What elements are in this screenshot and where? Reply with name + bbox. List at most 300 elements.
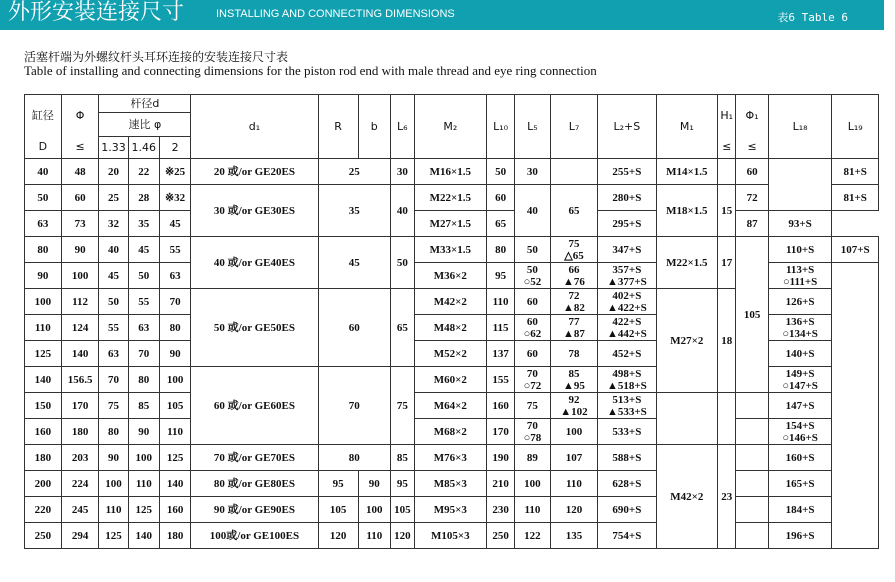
cell-line: ▲95 (563, 379, 585, 392)
cell-d3: 140 (159, 471, 190, 497)
header-m2: M₂ (414, 95, 486, 159)
cell-l2s (598, 263, 656, 289)
cell-d1: 40 (99, 237, 128, 263)
cell-m2: M64×2 (414, 393, 486, 419)
cell-d1: 80 (99, 419, 128, 445)
cell-line: 498+S (612, 367, 642, 380)
cell-phi: 180 (61, 419, 99, 445)
cell-phi: 294 (61, 523, 99, 549)
header-rod-dia: 杆径d (99, 95, 191, 113)
cell-dd1: 40 或/or GE40ES (191, 237, 318, 289)
cell-l5: 30 (515, 159, 551, 185)
cell-d1: 20 (99, 159, 128, 185)
header-bore: 缸径 (25, 95, 62, 137)
cell-l18: 110+S (768, 237, 832, 263)
cell-m2: M16×1.5 (414, 159, 486, 185)
cell-dd1: 60 或/or GE60ES (191, 367, 318, 445)
cell-d1: 50 (99, 289, 128, 315)
cell-phi1 (736, 445, 768, 471)
cell-line: 60 (526, 315, 538, 328)
cell-l7: 120 (550, 497, 598, 523)
cell-l10: 250 (487, 523, 515, 549)
cell-line: 92 (568, 393, 580, 406)
header-phi1: Φ₁ (736, 95, 768, 137)
table-row (25, 445, 879, 471)
header-ratio-2: 1.46 (128, 137, 159, 159)
cell-d1: 110 (99, 497, 128, 523)
cell-h1 (718, 393, 736, 445)
cell-l18 (768, 315, 832, 341)
cell-d2: 140 (128, 523, 159, 549)
cell-l19: 81+S (832, 159, 879, 185)
cell-l18: 184+S (768, 497, 832, 523)
cell-d3: 45 (159, 211, 190, 237)
cell-phi1 (736, 393, 768, 419)
cell-l7: 135 (550, 523, 598, 549)
cell-l6: 50 (390, 237, 414, 289)
cell-l7 (550, 367, 598, 393)
header-l18: L₁₈ (768, 95, 832, 159)
cell-line: ○147+S (782, 379, 818, 392)
cell-m1: M18×1.5 (656, 185, 718, 237)
cell-l7 (550, 159, 598, 185)
cell-l19: 107+S (832, 237, 879, 263)
cell-phi: 224 (61, 471, 99, 497)
cell-phi: 60 (61, 185, 99, 211)
cell-d3: 90 (159, 341, 190, 367)
header-phi: Φ (61, 95, 99, 137)
cell-l18: 126+S (768, 289, 832, 315)
cell-phi: 156.5 (61, 367, 99, 393)
cell-r: 25 (318, 159, 390, 185)
cell-line: ▲533+S (606, 405, 647, 418)
cell-l5: 60 (515, 341, 551, 367)
header-l6: L₆ (390, 95, 414, 159)
cell-l18 (768, 159, 832, 211)
cell-l5 (515, 315, 551, 341)
cell-line: ○134+S (782, 327, 818, 340)
cell-l6: 105 (390, 497, 414, 523)
caption-en: Table of installing and connecting dimensions for the piston rod end with male thread and eye ring connection (24, 63, 597, 78)
cell-l10: 137 (487, 341, 515, 367)
cell-l19: 93+S (768, 211, 832, 237)
table-header-row (25, 95, 879, 113)
cell-l18: 147+S (768, 393, 832, 419)
table-row (25, 185, 879, 211)
cell-b: 100 (358, 497, 390, 523)
cell-l10: 65 (487, 211, 515, 237)
cell-r: 35 (318, 185, 390, 237)
cell-l5 (515, 367, 551, 393)
cell-l2s: 295+S (598, 211, 656, 237)
table-row (25, 523, 879, 549)
cell-l10: 210 (487, 471, 515, 497)
cell-phi: 100 (61, 263, 99, 289)
cell-m1: M14×1.5 (656, 159, 718, 185)
cell-line: ○52 (523, 275, 542, 288)
cell-h1: 18 (718, 289, 736, 393)
cell-line: 422+S (612, 315, 642, 328)
header-ratio-3: 2 (159, 137, 190, 159)
cell-l5: 60 (515, 289, 551, 315)
cell-phi1 (736, 523, 768, 549)
table-row (25, 237, 879, 263)
cell-l10: 230 (487, 497, 515, 523)
cell-l5: 75 (515, 393, 551, 419)
cell-d1: 25 (99, 185, 128, 211)
cell-l10: 155 (487, 367, 515, 393)
cell-l7: 110 (550, 471, 598, 497)
cell-d: 63 (25, 211, 62, 237)
cell-l2s (598, 367, 656, 393)
cell-l10: 95 (487, 263, 515, 289)
cell-d3: 110 (159, 419, 190, 445)
cell-d: 150 (25, 393, 62, 419)
cell-line: 66 (568, 263, 580, 276)
cell-l19: 81+S (832, 185, 879, 211)
cell-line: ○111+S (782, 275, 818, 288)
cell-l10: 115 (487, 315, 515, 341)
cell-h1: 15 (718, 185, 736, 237)
cell-l7 (550, 289, 598, 315)
cell-l2s (598, 289, 656, 315)
cell-r: 120 (318, 523, 358, 549)
cell-phi1: 72 (736, 185, 768, 211)
cell-l2s: 690+S (598, 497, 656, 523)
header-b: b (358, 95, 390, 159)
cell-l2s: 628+S (598, 471, 656, 497)
cell-dd1: 30 或/or GE30ES (191, 185, 318, 237)
cell-phi: 112 (61, 289, 99, 315)
cell-phi: 90 (61, 237, 99, 263)
cell-l5: 100 (515, 471, 551, 497)
cell-phi: 203 (61, 445, 99, 471)
table-row (25, 419, 879, 445)
cell-d1: 125 (99, 523, 128, 549)
cell-d1: 75 (99, 393, 128, 419)
cell-phi1: 105 (736, 237, 768, 393)
cell-d2: 55 (128, 289, 159, 315)
cell-l10: 50 (487, 159, 515, 185)
header-r: R (318, 95, 358, 159)
cell-l18 (768, 419, 832, 445)
cell-line: 77 (568, 315, 580, 328)
cell-phi: 73 (61, 211, 99, 237)
header-speed-ratio: 速比 φ (99, 113, 191, 137)
cell-d2: 45 (128, 237, 159, 263)
cell-d3: ※32 (159, 185, 190, 211)
cell-l6: 120 (390, 523, 414, 549)
cell-line: 72 (568, 289, 580, 302)
cell-l6: 85 (390, 445, 414, 471)
cell-l7 (550, 237, 598, 263)
cell-line: 154+S (785, 419, 815, 432)
cell-line: ○78 (523, 431, 542, 444)
header-l19: L₁₉ (832, 95, 879, 159)
cell-l18: 160+S (768, 445, 832, 471)
header-h1-le: ≤ (718, 137, 736, 159)
cell-d: 40 (25, 159, 62, 185)
cell-r: 105 (318, 497, 358, 523)
cell-m2: M95×3 (414, 497, 486, 523)
cell-d1: 100 (99, 471, 128, 497)
cell-d: 100 (25, 289, 62, 315)
cell-l2s: 754+S (598, 523, 656, 549)
cell-line: ▲82 (563, 301, 585, 314)
cell-d3: 180 (159, 523, 190, 549)
header-l2s: L₂+S (598, 95, 656, 159)
header-phi-le: ≤ (61, 137, 99, 159)
cell-d2: 85 (128, 393, 159, 419)
cell-d1: 55 (99, 315, 128, 341)
cell-m1: M22×1.5 (656, 237, 718, 289)
cell-d: 160 (25, 419, 62, 445)
title-bar (0, 0, 884, 30)
cell-phi: 245 (61, 497, 99, 523)
cell-b: 90 (358, 471, 390, 497)
cell-dd1: 20 或/or GE20ES (191, 159, 318, 185)
cell-m1 (656, 393, 718, 445)
header-h1: H₁ (718, 95, 736, 137)
header-l10: L₁₀ (487, 95, 515, 159)
cell-line: 357+S (612, 263, 642, 276)
cell-m2: M85×3 (414, 471, 486, 497)
cell-line: ▲87 (563, 327, 585, 340)
cell-m2: M36×2 (414, 263, 486, 289)
cell-l6: 75 (390, 367, 414, 445)
cell-m2: M105×3 (414, 523, 486, 549)
cell-r: 80 (318, 445, 390, 471)
cell-d3: 55 (159, 237, 190, 263)
cell-h1: 23 (718, 445, 736, 549)
cell-line: △65 (564, 249, 584, 262)
cell-h1 (718, 159, 736, 185)
cell-phi1 (736, 497, 768, 523)
cell-d2: 90 (128, 419, 159, 445)
table-row (25, 471, 879, 497)
cell-m2: M76×3 (414, 445, 486, 471)
cell-l6: 65 (390, 289, 414, 367)
cell-r: 95 (318, 471, 358, 497)
cell-l2s (598, 315, 656, 341)
cell-l2s: 533+S (598, 419, 656, 445)
cell-l10: 160 (487, 393, 515, 419)
cell-l7: 100 (550, 419, 598, 445)
cell-line: ▲377+S (606, 275, 647, 288)
cell-l5 (515, 263, 551, 289)
cell-d: 80 (25, 237, 62, 263)
cell-line: 513+S (612, 393, 642, 406)
cell-dd1: 80 或/or GE80ES (191, 471, 318, 497)
table-row (25, 393, 879, 419)
cell-l5: 50 (515, 237, 551, 263)
cell-line: ○146+S (782, 431, 818, 444)
cell-m2: M48×2 (414, 315, 486, 341)
cell-d1: 70 (99, 367, 128, 393)
cell-d3: 100 (159, 367, 190, 393)
cell-l18 (768, 263, 832, 289)
cell-d3: 80 (159, 315, 190, 341)
cell-line: 70 (526, 419, 538, 432)
cell-d3: 70 (159, 289, 190, 315)
cell-d3: 105 (159, 393, 190, 419)
cell-phi: 48 (61, 159, 99, 185)
cell-d2: 80 (128, 367, 159, 393)
cell-l10: 190 (487, 445, 515, 471)
cell-m1: M42×2 (656, 445, 718, 549)
cell-line: 149+S (785, 367, 815, 380)
cell-l18 (768, 367, 832, 393)
cell-d: 250 (25, 523, 62, 549)
cell-d: 220 (25, 497, 62, 523)
cell-d1: 90 (99, 445, 128, 471)
table-row (25, 211, 879, 237)
cell-phi1 (736, 419, 768, 445)
cell-line: 113+S (785, 263, 815, 276)
cell-m2: M33×1.5 (414, 237, 486, 263)
cell-d2: 22 (128, 159, 159, 185)
cell-d2: 63 (128, 315, 159, 341)
cell-l2s: 255+S (598, 159, 656, 185)
cell-line: ▲102 (560, 405, 588, 418)
cell-d: 140 (25, 367, 62, 393)
cell-d2: 28 (128, 185, 159, 211)
cell-line: 402+S (612, 289, 642, 302)
cell-line: 85 (568, 367, 580, 380)
cell-d1: 32 (99, 211, 128, 237)
cell-line: 75 (568, 237, 580, 250)
header-bore-d: D (25, 137, 62, 159)
cell-l2s (598, 393, 656, 419)
cell-l5: 110 (515, 497, 551, 523)
cell-d2: 35 (128, 211, 159, 237)
cell-phi1: 60 (736, 159, 768, 185)
cell-d3: 160 (159, 497, 190, 523)
cell-l10: 80 (487, 237, 515, 263)
cell-l7 (550, 315, 598, 341)
cell-m2: M27×1.5 (414, 211, 486, 237)
cell-h1: 17 (718, 237, 736, 289)
cell-d: 50 (25, 185, 62, 211)
header-m1: M₁ (656, 95, 718, 159)
cell-dd1: 70 或/or GE70ES (191, 445, 318, 471)
cell-dd1: 100或/or GE100ES (191, 523, 318, 549)
cell-line: 50 (526, 263, 538, 276)
cell-phi: 140 (61, 341, 99, 367)
cell-l5: 89 (515, 445, 551, 471)
cell-l7: 107 (550, 445, 598, 471)
cell-l5: 122 (515, 523, 551, 549)
cell-line: ○62 (523, 327, 542, 340)
cell-phi: 170 (61, 393, 99, 419)
cell-d: 125 (25, 341, 62, 367)
cell-l5: 40 (515, 185, 551, 237)
cell-d2: 110 (128, 471, 159, 497)
cell-l10: 110 (487, 289, 515, 315)
header-d1: d₁ (191, 95, 318, 159)
cell-l5 (515, 419, 551, 445)
cell-d2: 50 (128, 263, 159, 289)
cell-line: 70 (526, 367, 538, 380)
header-ratio-1: 1.33 (99, 137, 128, 159)
cell-b: 110 (358, 523, 390, 549)
page-title-en: INSTALLING AND CONNECTING DIMENSIONS (216, 8, 455, 20)
cell-l18: 140+S (768, 341, 832, 367)
cell-l19 (832, 263, 879, 549)
cell-m2: M52×2 (414, 341, 486, 367)
cell-l6: 95 (390, 471, 414, 497)
table-body (25, 95, 879, 549)
cell-d1: 63 (99, 341, 128, 367)
cell-phi1: 87 (736, 211, 768, 237)
cell-d: 180 (25, 445, 62, 471)
header-phi1-le: ≤ (736, 137, 768, 159)
cell-r: 60 (318, 289, 390, 367)
cell-d3: ※25 (159, 159, 190, 185)
cell-line: 136+S (785, 315, 815, 328)
dimensions-table (24, 94, 879, 549)
header-l7: L₇ (550, 95, 598, 159)
cell-line: ▲422+S (606, 301, 647, 314)
cell-l7 (550, 393, 598, 419)
cell-dd1: 90 或/or GE90ES (191, 497, 318, 523)
table-row (25, 497, 879, 523)
cell-d: 200 (25, 471, 62, 497)
header-l5: L₅ (515, 95, 551, 159)
cell-l18: 196+S (768, 523, 832, 549)
cell-d: 110 (25, 315, 62, 341)
cell-phi: 124 (61, 315, 99, 341)
cell-r: 45 (318, 237, 390, 289)
cell-l10: 170 (487, 419, 515, 445)
cell-line: ○72 (523, 379, 542, 392)
cell-r: 70 (318, 367, 390, 445)
caption-cn: 活塞杆端为外螺纹杆头耳环连接的安装连接尺寸表 (24, 50, 289, 64)
cell-phi1 (736, 471, 768, 497)
cell-l2s: 588+S (598, 445, 656, 471)
cell-l18: 165+S (768, 471, 832, 497)
cell-m2: M22×1.5 (414, 185, 486, 211)
cell-l7: 78 (550, 341, 598, 367)
cell-line: ▲442+S (606, 327, 647, 340)
cell-dd1: 50 或/or GE50ES (191, 289, 318, 367)
cell-d2: 100 (128, 445, 159, 471)
cell-d2: 70 (128, 341, 159, 367)
page-title-cn: 外形安装连接尺寸 (8, 0, 185, 25)
table-number: 表6 Table 6 (777, 11, 848, 24)
cell-l7: 65 (550, 185, 598, 237)
cell-d2: 125 (128, 497, 159, 523)
cell-m2: M42×2 (414, 289, 486, 315)
table-row (25, 159, 879, 185)
cell-d3: 63 (159, 263, 190, 289)
cell-l10: 60 (487, 185, 515, 211)
cell-d: 90 (25, 263, 62, 289)
cell-l2s: 347+S (598, 237, 656, 263)
cell-l2s: 452+S (598, 341, 656, 367)
cell-l6: 40 (390, 185, 414, 237)
cell-d1: 45 (99, 263, 128, 289)
cell-l7 (550, 263, 598, 289)
cell-line: ▲76 (563, 275, 585, 288)
cell-l2s: 280+S (598, 185, 656, 211)
cell-m2: M68×2 (414, 419, 486, 445)
cell-m2: M60×2 (414, 367, 486, 393)
cell-m1: M27×2 (656, 289, 718, 393)
cell-l6: 30 (390, 159, 414, 185)
cell-line: ▲518+S (606, 379, 647, 392)
cell-d3: 125 (159, 445, 190, 471)
